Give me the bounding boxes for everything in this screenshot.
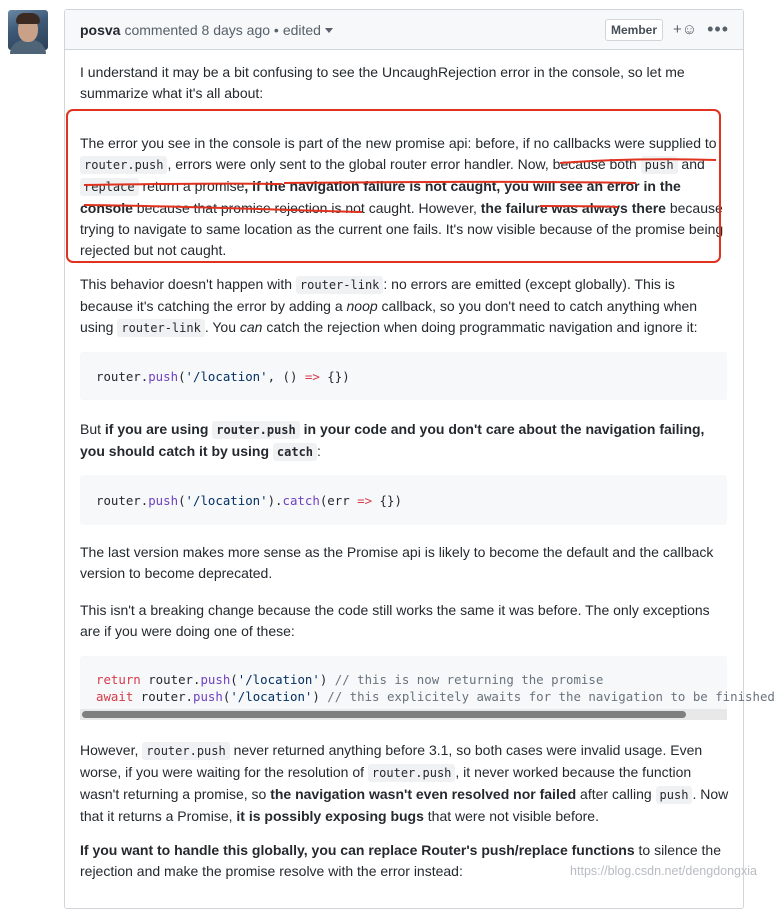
inline-code: router.push — [212, 421, 299, 439]
paragraph-summary: The error you see in the console is part of the new promise api: before, if no callbacks were supplied to router.push , errors were only sent to the global router error handler. Now, because both push and replace return a promise, if the navigation failure is not caught, you will see an error in the console because that promise rejection is not caught. However, the failure was always there because trying to navigate to same location as the current one fails. It's now visible because of the promise being rejected but not caught. — [80, 135, 724, 258]
header-separator: • — [273, 21, 279, 38]
inline-code: router-link — [296, 276, 383, 294]
inline-code: catch — [273, 443, 317, 461]
avatar-hair — [16, 13, 40, 24]
paragraph-breaking-change: This isn't a breaking change because the code still works the same it was before. The only exceptions are if you were doing one of these: — [80, 602, 710, 639]
code-block-push-callback: router.push('/location', () => {}) — [80, 352, 727, 400]
header-actions — [605, 19, 729, 41]
inline-code: router-link — [117, 319, 204, 337]
inline-code: router.push — [142, 742, 229, 760]
code-horizontal-scrollbar[interactable] — [80, 709, 727, 720]
inline-code: router.push — [368, 764, 455, 782]
comment-action: commented — [124, 21, 198, 38]
paragraph-intro: I understand it may be a bit confusing to see the UncaughRejection error in the console, so let me summarize what it's all about: — [80, 64, 685, 101]
paragraph-catch: But if you are using router.push in your code and you don't care about the navigation failing, you should catch it by using catch : — [80, 421, 705, 459]
avatar-shirt — [10, 40, 46, 54]
edited-dropdown[interactable] — [283, 22, 333, 38]
inline-code: replace — [80, 178, 139, 196]
chevron-down-icon — [325, 28, 333, 33]
author-link[interactable]: posva — [80, 21, 121, 38]
comment-box — [64, 9, 775, 909]
inline-code: push — [656, 786, 693, 804]
code-block-return-await: return router.push('/location') // this is now returning the promise await router.push('/location') // this explicitely awaits for the navigation to be finished — [80, 656, 727, 710]
author-avatar[interactable] — [8, 10, 48, 50]
paragraph-router-link: This behavior doesn't happen with router-link : no errors are emitted (except globally). This is because it's catching the error by adding a noop callback, so you don't need to catch anything when using router-link . You can catch the rejection when doing programmatic navigation and ignore it: — [80, 276, 698, 335]
paragraph-globally: If you want to handle this globally, you can replace Router's push/replace functions to silence the rejection and make the promise resolve with the error instead: — [80, 842, 721, 879]
paragraph-last-version: The last version makes more sense as the Promise api is likely to become the default and the callback version to become deprecated. — [80, 544, 714, 581]
add-reaction-icon[interactable]: +☺ — [673, 21, 698, 38]
member-badge: Member — [605, 19, 663, 41]
more-options-icon[interactable]: ••• — [707, 19, 729, 39]
scrollbar-thumb[interactable] — [82, 711, 686, 718]
watermark: https://blog.csdn.net/dengdongxia — [570, 864, 757, 878]
comment-timestamp[interactable]: 8 days ago — [201, 21, 271, 38]
inline-code: push — [641, 156, 678, 174]
paragraph-however: However, router.push never returned anything before 3.1, so both cases were invalid usage. Even worse, if you were waiting for the resolution of router.push , it never worked because the function wasn't returning a promise, so the navigation wasn't even resolved nor failed after calling push . Now that it returns a Promise, it is possibly exposing bugs that were not visible before. — [80, 742, 729, 824]
comment-header — [65, 10, 743, 50]
inline-code: router.push — [80, 156, 167, 174]
edited-label: edited — [282, 21, 321, 38]
code-block-push-catch: router.push('/location').catch(err => {}) — [80, 475, 727, 525]
